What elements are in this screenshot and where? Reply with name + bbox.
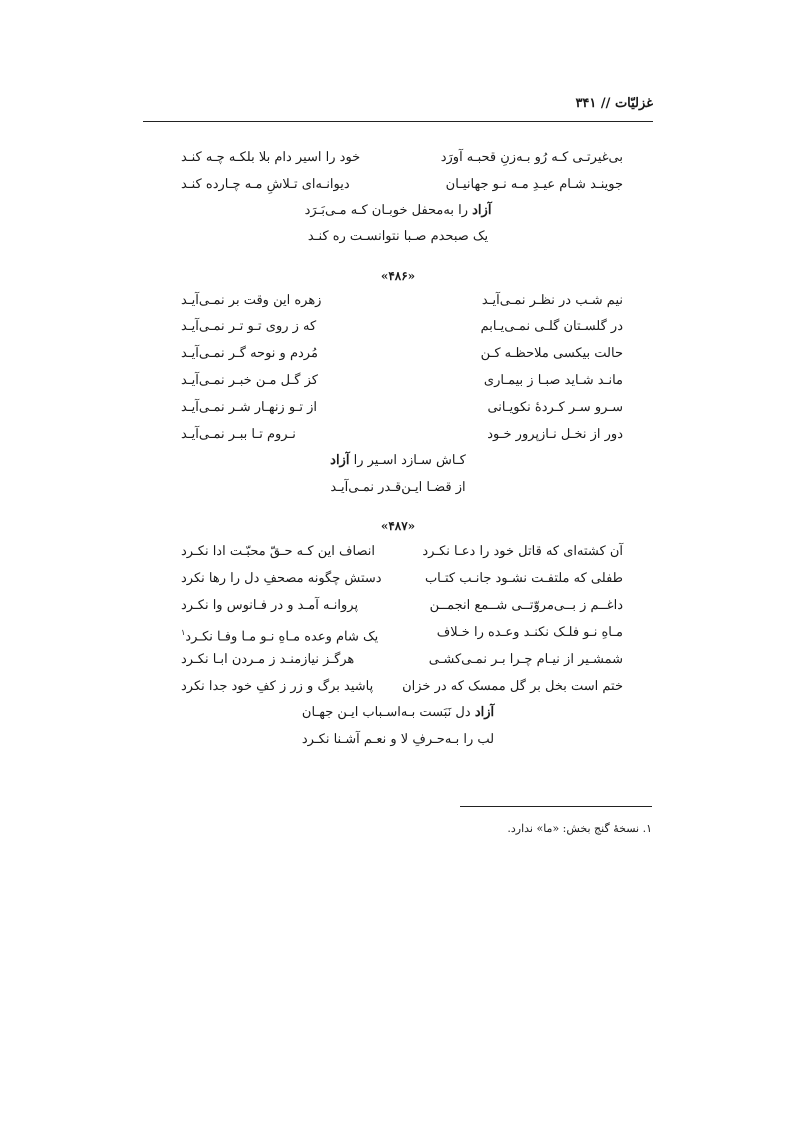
hemistich-left: انصاف این کـه حـقّ محبّـت ادا نکـرد <box>181 544 375 559</box>
hemistich-left: زهره این وقت بر نمـی‌آیـد <box>181 293 322 308</box>
hemistich-right: مانـد شـاید صبـا ز بیمـاری <box>483 373 623 388</box>
hemistich-left: مُردم و نوحه گـر نمـی‌آیـد <box>181 346 318 361</box>
header-rule <box>143 121 653 122</box>
hemistich-right: حالت بیکسی ملاحظـه کـن <box>480 346 623 361</box>
hemistich-left: که ز روی تـو تـر نمـی‌آیـد <box>181 319 317 334</box>
hemistich-left: دیوانـه‌ای تـلاشِ مـه چـارده کنـد <box>181 177 350 192</box>
hemistich-right: سـرو سـر کـردهٔ نکویـانی <box>487 400 623 415</box>
footnote-rule <box>460 806 652 807</box>
closing-line <box>143 200 653 222</box>
closing-text: کـاش سـازد اسـیر را <box>349 453 466 468</box>
hemistich-right: مـاهِ نـو فلـک نکنـد وعـده را خـلاف <box>436 625 623 640</box>
hemistich-right: آن کشته‌ای که قاتل خود را دعـا نکـرد <box>422 544 623 559</box>
closing-text: دل نَبَست بـه‌اسـباب ایـن جهـان <box>301 705 475 720</box>
couplet <box>143 397 653 419</box>
hemistich-left: خود را اسیر دام بلا بلکـه چـه کنـد <box>181 150 361 165</box>
hemistich-right: در گلسـتان گلـی نمـی‌یـابم <box>480 319 623 334</box>
couplet <box>143 290 653 312</box>
hemistich-text: یک شام وعده مـاهِ نـو مـا وفـا نکـرد <box>185 629 379 645</box>
couplet <box>143 541 653 563</box>
couplet <box>143 595 653 617</box>
hemistich-right: جوینـد شـام عیـدِ مـه نـو جهانیـان <box>445 177 623 192</box>
couplet <box>143 622 653 644</box>
footnote-marker: ۱ <box>181 628 186 637</box>
hemistich-left: از تـو زنهـار شـر نمـی‌آیـد <box>181 400 318 415</box>
hemistich-right: طفلی که ملتفـت نشـود جانـب کتـاب <box>424 571 623 586</box>
poet-name: آزاد <box>472 203 492 218</box>
couplet <box>143 174 653 196</box>
hemistich-right: دور از نخـل نـازپرور خـود <box>487 427 623 442</box>
closing-line <box>143 450 653 472</box>
hemistich-left: دستش چگونه مصحفِ دل را رها نکرد <box>181 571 382 586</box>
poem-number: «۴۸۷» <box>380 519 416 533</box>
hemistich-left: کز گـل مـن خبـر نمـی‌آیـد <box>181 373 318 388</box>
page-header <box>143 96 653 118</box>
couplet <box>143 370 653 392</box>
poet-name: آزاد <box>474 705 495 720</box>
poem-number: «۴۸۶» <box>380 269 416 283</box>
poet-name: آزاد <box>330 453 350 468</box>
couplet <box>143 316 653 338</box>
closing-text: را به‌محفل خوبـان کـه مـی‌بَـرَد <box>304 203 473 218</box>
footnote: ۱. نسخهٔ گنج بخش: «ما» ندارد. <box>507 822 652 835</box>
hemistich-right: داغــم ز بــی‌مروّتــی شــمع انجمــن <box>429 598 623 613</box>
hemistich-right: نیم شـب در نظـر نمـی‌آیـد <box>481 293 623 308</box>
couplet <box>143 147 653 169</box>
couplet <box>143 424 653 446</box>
couplet <box>143 568 653 590</box>
closing-line: لب را بـه‌حـرفِ لا و نعـم آشـنا نکـرد <box>301 732 495 747</box>
hemistich-left: هرگـز نیازمنـد ز مـردن ابـا نکـرد <box>181 652 355 667</box>
hemistich-right: ختم است بخل بر گل ممسک که در خزان <box>402 679 623 694</box>
hemistich-left: پروانـه آمـد و در فـانوس وا نکـرد <box>181 598 359 613</box>
couplet <box>143 676 653 698</box>
hemistich-right: شمشـیر از نیـام چـرا بـر نمـی‌کشـی <box>428 652 623 667</box>
couplet <box>143 649 653 671</box>
hemistich-left: نـروم تـا ببـر نمـی‌آیـد <box>181 427 296 442</box>
hemistich-left: پاشید برگ و زر ز کفِ خود جدا نکرد <box>181 679 374 694</box>
closing-line: از قضـا ایـن‌قـدر نمـی‌آیـد <box>330 480 466 495</box>
running-title: غزلیّات // ۳۴۱ <box>575 96 653 111</box>
closing-line: یک صبحدم صـبا نتوانسـت ره کنـد <box>307 229 489 244</box>
closing-line <box>143 702 653 724</box>
hemistich-left <box>181 622 378 648</box>
couplet <box>143 343 653 365</box>
hemistich-right: بی‌غیرتـی کـه رُو بـه‌زنِ قحبـه آورَد <box>440 150 623 165</box>
